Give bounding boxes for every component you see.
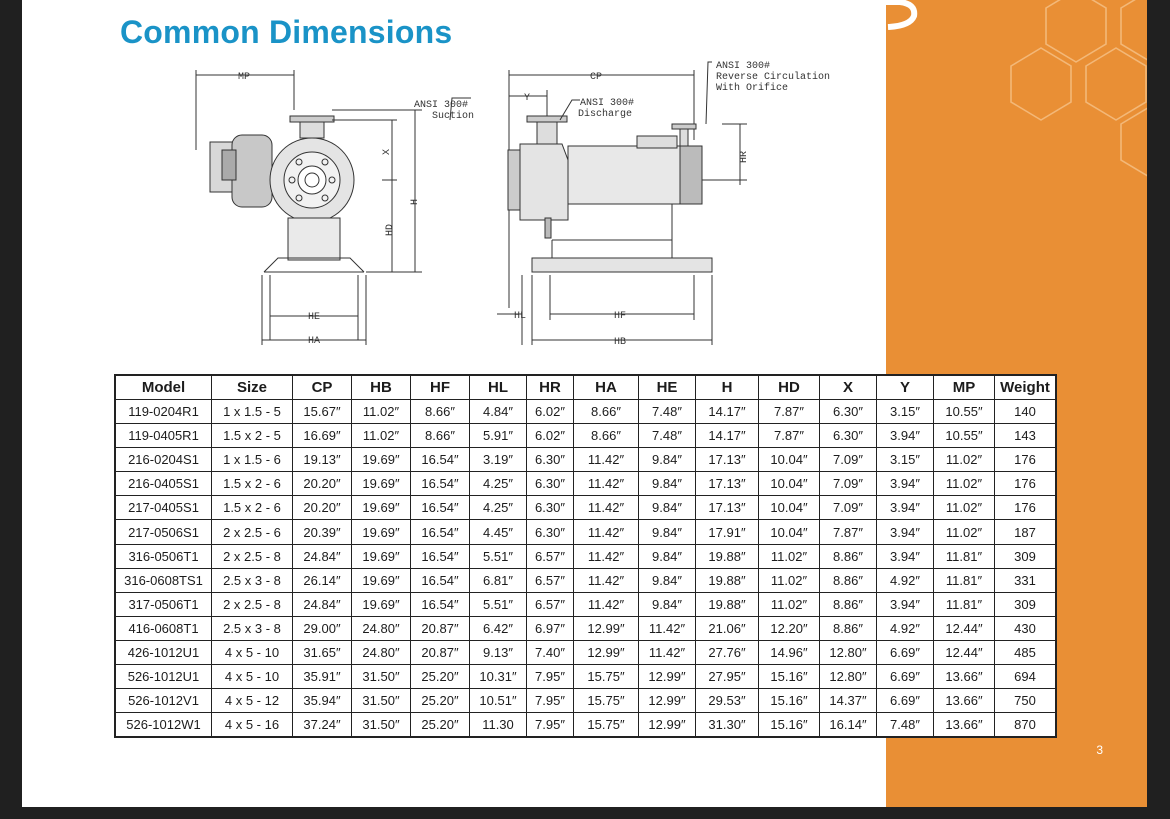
table-cell: 6.57″ [527, 592, 574, 616]
table-cell: 16.54″ [411, 496, 470, 520]
table-cell: 7.87″ [820, 520, 877, 544]
table-cell: 526-1012U1 [115, 665, 212, 689]
table-cell: 14.17″ [696, 424, 759, 448]
table-cell: 31.30″ [696, 713, 759, 738]
header-weight: Weight [995, 375, 1057, 400]
table-cell: 10.04″ [759, 520, 820, 544]
table-cell: 426-1012U1 [115, 640, 212, 664]
table-cell: 16.69″ [293, 424, 352, 448]
label-discharge-1: ANSI 300# [580, 98, 635, 109]
table-cell: 15.16″ [759, 665, 820, 689]
table-cell: 3.94″ [877, 424, 934, 448]
table-cell: 8.86″ [820, 544, 877, 568]
table-cell: 15.75″ [574, 665, 639, 689]
table-cell: 9.84″ [639, 496, 696, 520]
table-cell: 11.02″ [934, 496, 995, 520]
table-cell: 29.00″ [293, 616, 352, 640]
table-cell: 4.92″ [877, 568, 934, 592]
table-cell: 119-0405R1 [115, 424, 212, 448]
table-row [115, 472, 1056, 496]
table-cell: 27.76″ [696, 640, 759, 664]
header-hb: HB [352, 375, 411, 400]
table-row [115, 400, 1056, 424]
table-cell: 6.69″ [877, 665, 934, 689]
logo-fragment [886, 0, 926, 30]
header-hl: HL [470, 375, 527, 400]
table-cell: 16.54″ [411, 520, 470, 544]
table-cell: 7.95″ [527, 689, 574, 713]
table-cell: 20.87″ [411, 616, 470, 640]
table-cell: 11.42″ [574, 448, 639, 472]
table-cell: 12.44″ [934, 616, 995, 640]
table-cell: 19.13″ [293, 448, 352, 472]
table-cell: 2 x 2.5 - 8 [212, 592, 293, 616]
table-cell: 9.84″ [639, 448, 696, 472]
table-cell: 25.20″ [411, 689, 470, 713]
hexagon-pattern-decoration [886, 0, 1147, 200]
table-cell: 6.30″ [527, 472, 574, 496]
table-cell: 10.55″ [934, 400, 995, 424]
label-he: HE [308, 312, 321, 323]
table-cell: 5.91″ [470, 424, 527, 448]
table-cell: 21.06″ [696, 616, 759, 640]
label-hb: HB [614, 337, 627, 348]
table-cell: 6.30″ [820, 424, 877, 448]
table-cell: 24.84″ [293, 544, 352, 568]
table-cell: 5.51″ [470, 592, 527, 616]
table-cell: 26.14″ [293, 568, 352, 592]
table-cell: 176 [995, 472, 1057, 496]
header-cp: CP [293, 375, 352, 400]
table-cell: 6.42″ [470, 616, 527, 640]
label-y: Y [524, 93, 531, 104]
table-cell: 9.84″ [639, 472, 696, 496]
table-cell: 6.81″ [470, 568, 527, 592]
table-cell: 8.86″ [820, 592, 877, 616]
pump-dimension-drawing [182, 50, 832, 355]
label-mp: MP [238, 72, 251, 83]
table-cell: 6.02″ [527, 424, 574, 448]
table-cell: 4.25″ [470, 496, 527, 520]
table-cell: 14.96″ [759, 640, 820, 664]
table-cell: 140 [995, 400, 1057, 424]
table-cell: 19.88″ [696, 568, 759, 592]
table-cell: 8.66″ [574, 400, 639, 424]
table-cell: 15.16″ [759, 689, 820, 713]
table-cell: 7.87″ [759, 400, 820, 424]
table-cell: 3.94″ [877, 592, 934, 616]
table-cell: 176 [995, 496, 1057, 520]
table-cell: 11.02″ [759, 544, 820, 568]
table-cell: 3.94″ [877, 496, 934, 520]
table-cell: 12.99″ [639, 689, 696, 713]
table-cell: 317-0506T1 [115, 592, 212, 616]
table-cell: 16.14″ [820, 713, 877, 738]
label-discharge-2: Discharge [578, 109, 633, 120]
table-cell: 7.87″ [759, 424, 820, 448]
label-reverse-2: Reverse Circulation [716, 72, 831, 83]
table-row [115, 689, 1056, 713]
table-cell: 416-0608T1 [115, 616, 212, 640]
table-cell: 19.69″ [352, 592, 411, 616]
table-cell: 19.69″ [352, 496, 411, 520]
table-cell: 17.13″ [696, 472, 759, 496]
table-cell: 7.95″ [527, 713, 574, 738]
table-cell: 12.99″ [574, 640, 639, 664]
header-h: H [696, 375, 759, 400]
table-cell: 9.13″ [470, 640, 527, 664]
table-cell: 12.20″ [759, 616, 820, 640]
table-header-row [115, 375, 1056, 400]
header-mp: MP [934, 375, 995, 400]
table-cell: 10.04″ [759, 448, 820, 472]
table-cell: 485 [995, 640, 1057, 664]
table-cell: 24.80″ [352, 616, 411, 640]
table-cell: 6.02″ [527, 400, 574, 424]
table-cell: 7.48″ [639, 424, 696, 448]
table-cell: 6.69″ [877, 689, 934, 713]
table-cell: 4 x 5 - 16 [212, 713, 293, 738]
table-cell: 12.99″ [574, 616, 639, 640]
table-cell: 8.66″ [411, 424, 470, 448]
table-cell: 6.30″ [527, 520, 574, 544]
table-cell: 17.13″ [696, 448, 759, 472]
table-cell: 7.48″ [877, 713, 934, 738]
table-cell: 19.88″ [696, 592, 759, 616]
table-cell: 11.02″ [759, 592, 820, 616]
table-cell: 20.20″ [293, 496, 352, 520]
table-cell: 694 [995, 665, 1057, 689]
table-cell: 870 [995, 713, 1057, 738]
table-cell: 12.80″ [820, 665, 877, 689]
table-cell: 526-1012W1 [115, 713, 212, 738]
table-cell: 3.94″ [877, 472, 934, 496]
table-cell: 19.69″ [352, 544, 411, 568]
table-cell: 31.50″ [352, 689, 411, 713]
table-cell: 31.65″ [293, 640, 352, 664]
table-cell: 119-0204R1 [115, 400, 212, 424]
label-hl: HL [514, 311, 527, 322]
table-cell: 11.42″ [574, 520, 639, 544]
header-model: Model [115, 375, 212, 400]
table-cell: 176 [995, 448, 1057, 472]
table-cell: 7.48″ [639, 400, 696, 424]
header-hr: HR [527, 375, 574, 400]
table-cell: 8.86″ [820, 568, 877, 592]
table-cell: 11.42″ [574, 496, 639, 520]
table-row [115, 424, 1056, 448]
table-cell: 7.09″ [820, 448, 877, 472]
table-cell: 11.02″ [352, 400, 411, 424]
table-cell: 12.44″ [934, 640, 995, 664]
header-size: Size [212, 375, 293, 400]
table-cell: 7.09″ [820, 496, 877, 520]
table-cell: 11.42″ [574, 472, 639, 496]
table-cell: 4.45″ [470, 520, 527, 544]
table-cell: 17.91″ [696, 520, 759, 544]
label-ha: HA [308, 336, 321, 347]
table-cell: 217-0506S1 [115, 520, 212, 544]
label-cp: CP [590, 72, 603, 83]
label-hr: HR [739, 150, 750, 163]
table-cell: 11.42″ [574, 592, 639, 616]
table-cell: 9.84″ [639, 568, 696, 592]
table-cell: 20.20″ [293, 472, 352, 496]
label-suction-2: Suction [432, 111, 475, 122]
label-reverse-1: ANSI 300# [716, 61, 771, 72]
table-cell: 3.94″ [877, 520, 934, 544]
table-row [115, 520, 1056, 544]
table-cell: 31.50″ [352, 665, 411, 689]
table-cell: 3.94″ [877, 544, 934, 568]
label-h: H [410, 198, 421, 205]
table-cell: 316-0608TS1 [115, 568, 212, 592]
table-cell: 6.69″ [877, 640, 934, 664]
table-cell: 10.31″ [470, 665, 527, 689]
table-cell: 11.42″ [574, 568, 639, 592]
header-ha: HA [574, 375, 639, 400]
table-cell: 10.04″ [759, 472, 820, 496]
header-x: X [820, 375, 877, 400]
table-cell: 25.20″ [411, 713, 470, 738]
dimensions-table [114, 374, 1057, 738]
table-cell: 9.84″ [639, 520, 696, 544]
table-cell: 14.37″ [820, 689, 877, 713]
table-cell: 13.66″ [934, 665, 995, 689]
table-cell: 13.66″ [934, 689, 995, 713]
table-cell: 19.69″ [352, 472, 411, 496]
table-cell: 35.91″ [293, 665, 352, 689]
table-cell: 16.54″ [411, 544, 470, 568]
table-cell: 11.02″ [934, 472, 995, 496]
table-cell: 216-0204S1 [115, 448, 212, 472]
table-cell: 4.84″ [470, 400, 527, 424]
table-cell: 9.84″ [639, 544, 696, 568]
table-cell: 19.88″ [696, 544, 759, 568]
page-number: 3 [1096, 743, 1103, 757]
table-cell: 19.69″ [352, 520, 411, 544]
header-hd: HD [759, 375, 820, 400]
table-cell: 14.17″ [696, 400, 759, 424]
table-cell: 5.51″ [470, 544, 527, 568]
table-cell: 6.30″ [820, 400, 877, 424]
table-cell: 1.5 x 2 - 6 [212, 472, 293, 496]
table-cell: 8.66″ [574, 424, 639, 448]
table-cell: 12.99″ [639, 665, 696, 689]
table-cell: 2.5 x 3 - 8 [212, 568, 293, 592]
table-cell: 4.92″ [877, 616, 934, 640]
table-cell: 1 x 1.5 - 5 [212, 400, 293, 424]
table-cell: 10.55″ [934, 424, 995, 448]
table-cell: 25.20″ [411, 665, 470, 689]
table-row [115, 665, 1056, 689]
table-cell: 20.87″ [411, 640, 470, 664]
table-cell: 7.09″ [820, 472, 877, 496]
table-cell: 16.54″ [411, 448, 470, 472]
label-x: X [382, 148, 393, 155]
table-cell: 7.40″ [527, 640, 574, 664]
table-cell: 8.86″ [820, 616, 877, 640]
table-cell: 309 [995, 544, 1057, 568]
table-cell: 11.30 [470, 713, 527, 738]
table-row [115, 448, 1056, 472]
table-cell: 6.57″ [527, 568, 574, 592]
table-cell: 1.5 x 2 - 6 [212, 496, 293, 520]
table-cell: 11.02″ [352, 424, 411, 448]
table-cell: 3.15″ [877, 448, 934, 472]
table-cell: 27.95″ [696, 665, 759, 689]
table-cell: 11.81″ [934, 544, 995, 568]
table-cell: 3.19″ [470, 448, 527, 472]
table-cell: 11.42″ [639, 616, 696, 640]
table-cell: 11.81″ [934, 592, 995, 616]
document-page [22, 0, 1147, 807]
table-cell: 16.54″ [411, 592, 470, 616]
table-cell: 430 [995, 616, 1057, 640]
table-cell: 31.50″ [352, 713, 411, 738]
table-cell: 187 [995, 520, 1057, 544]
table-cell: 4 x 5 - 10 [212, 665, 293, 689]
table-cell: 1 x 1.5 - 6 [212, 448, 293, 472]
table-row [115, 568, 1056, 592]
table-cell: 6.97″ [527, 616, 574, 640]
table-cell: 10.04″ [759, 496, 820, 520]
table-cell: 11.42″ [574, 544, 639, 568]
table-cell: 750 [995, 689, 1057, 713]
header-y: Y [877, 375, 934, 400]
label-reverse-3: With Orifice [716, 83, 789, 94]
table-cell: 309 [995, 592, 1057, 616]
table-cell: 17.13″ [696, 496, 759, 520]
table-cell: 331 [995, 568, 1057, 592]
table-cell: 3.15″ [877, 400, 934, 424]
table-cell: 15.67″ [293, 400, 352, 424]
table-cell: 2 x 2.5 - 8 [212, 544, 293, 568]
table-cell: 11.02″ [934, 520, 995, 544]
table-cell: 15.75″ [574, 713, 639, 738]
table-cell: 29.53″ [696, 689, 759, 713]
table-cell: 19.69″ [352, 568, 411, 592]
label-hf: HF [614, 311, 627, 322]
table-cell: 4 x 5 - 10 [212, 640, 293, 664]
table-cell: 143 [995, 424, 1057, 448]
header-he: HE [639, 375, 696, 400]
table-cell: 316-0506T1 [115, 544, 212, 568]
table-cell: 8.66″ [411, 400, 470, 424]
table-row [115, 496, 1056, 520]
table-cell: 15.16″ [759, 713, 820, 738]
table-row [115, 713, 1056, 738]
table-cell: 11.81″ [934, 568, 995, 592]
table-cell: 2.5 x 3 - 8 [212, 616, 293, 640]
table-cell: 11.02″ [759, 568, 820, 592]
table-cell: 12.80″ [820, 640, 877, 664]
table-cell: 7.95″ [527, 665, 574, 689]
label-suction-1: ANSI 300# [414, 100, 469, 111]
table-cell: 6.30″ [527, 448, 574, 472]
table-cell: 11.02″ [934, 448, 995, 472]
table-cell: 526-1012V1 [115, 689, 212, 713]
table-cell: 12.99″ [639, 713, 696, 738]
table-cell: 16.54″ [411, 472, 470, 496]
table-cell: 37.24″ [293, 713, 352, 738]
table-cell: 19.69″ [352, 448, 411, 472]
table-cell: 6.30″ [527, 496, 574, 520]
table-body [115, 400, 1056, 738]
table-cell: 24.84″ [293, 592, 352, 616]
table-row [115, 616, 1056, 640]
label-hd: HD [385, 223, 396, 236]
table-cell: 13.66″ [934, 713, 995, 738]
table-cell: 35.94″ [293, 689, 352, 713]
table-cell: 4 x 5 - 12 [212, 689, 293, 713]
table-cell: 1.5 x 2 - 5 [212, 424, 293, 448]
table-cell: 15.75″ [574, 689, 639, 713]
table-cell: 11.42″ [639, 640, 696, 664]
table-cell: 2 x 2.5 - 6 [212, 520, 293, 544]
table-cell: 24.80″ [352, 640, 411, 664]
table-cell: 6.57″ [527, 544, 574, 568]
table-cell: 20.39″ [293, 520, 352, 544]
header-hf: HF [411, 375, 470, 400]
table-cell: 4.25″ [470, 472, 527, 496]
page-title: Common Dimensions [120, 14, 453, 50]
table-row [115, 544, 1056, 568]
table-cell: 217-0405S1 [115, 496, 212, 520]
table-cell: 10.51″ [470, 689, 527, 713]
table-row [115, 640, 1056, 664]
table-cell: 16.54″ [411, 568, 470, 592]
table-row [115, 592, 1056, 616]
table-cell: 216-0405S1 [115, 472, 212, 496]
table-cell: 9.84″ [639, 592, 696, 616]
